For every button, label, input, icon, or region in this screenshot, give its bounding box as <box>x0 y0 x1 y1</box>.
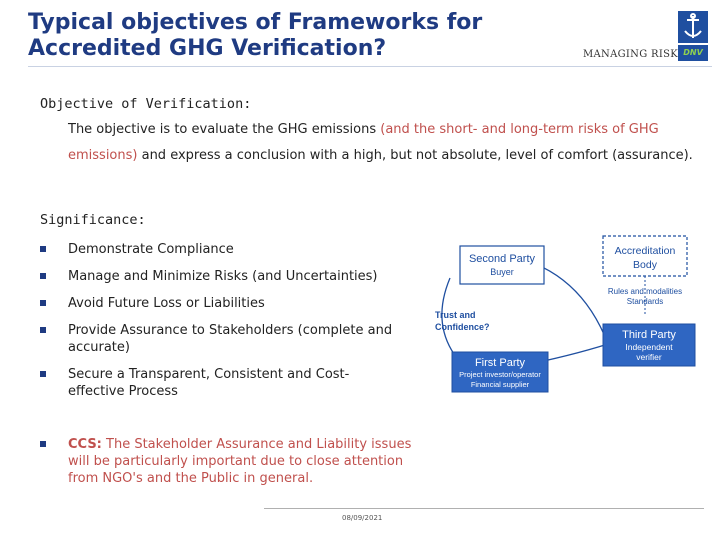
dnv-seal-icon <box>678 11 708 43</box>
slide-title <box>28 10 568 62</box>
bullet-square-icon <box>40 273 46 279</box>
third-party-line-3: verifier <box>636 352 662 362</box>
ccs-body: The Stakeholder Assurance and Liability issues will be particularly important due to close attention from NGO's and the Public in general. <box>68 437 412 486</box>
first-party-line-1: Project investor/operator <box>459 370 541 379</box>
bullet-square-icon <box>40 441 46 447</box>
significance-heading: Significance: <box>40 212 146 228</box>
brand-logo: DNV <box>678 45 708 61</box>
accreditation-line-2: Body <box>633 259 657 271</box>
verification-parties-diagram <box>420 226 705 406</box>
bullet-square-icon <box>40 327 46 333</box>
first-party-title: First Party <box>474 357 526 369</box>
ccs-label: CCS: <box>68 437 102 452</box>
bullet-square-icon <box>40 246 46 252</box>
ccs-text <box>68 436 413 487</box>
rules-line-2: Standards <box>626 297 664 306</box>
third-party-line-2: Independent <box>625 342 673 352</box>
bullet-square-icon <box>40 300 46 306</box>
third-party-title: Third Party <box>622 329 676 341</box>
title-line-1: Typical objectives of Frameworks for <box>28 10 483 35</box>
list-item-text: Secure a Transparent, Consistent and Cost-effective Process <box>68 367 350 399</box>
footer-date: 08/09/2021 <box>342 514 383 522</box>
trust-line-2: Confidence? <box>435 322 490 332</box>
trust-line-1: Trust and <box>435 310 476 320</box>
objective-text-highlight: (and the short- and long-term risks of GHG emissions) <box>68 122 659 163</box>
rules-line-1: Rules and modalities <box>607 287 683 296</box>
bullet-square-icon <box>40 371 46 377</box>
objective-text-start: The objective is to evaluate the GHG emissions <box>68 122 381 137</box>
title-line-2: Accredited GHG Verification? <box>28 36 387 61</box>
brand-tagline: MANAGING RISK <box>583 49 678 60</box>
list-item-text: Provide Assurance to Stakeholders (complete and accurate) <box>68 323 393 355</box>
accreditation-line-1: Accreditation <box>614 245 676 257</box>
list-item-text: Avoid Future Loss or Liabilities <box>68 296 265 311</box>
second-party-subtitle: Buyer <box>490 267 514 277</box>
first-party-line-2: Financial supplier <box>470 380 530 389</box>
header-divider <box>28 66 712 67</box>
list-item-text: Demonstrate Compliance <box>68 242 234 257</box>
objective-heading: Objective of Verification: <box>40 96 252 112</box>
objective-paragraph <box>68 117 698 169</box>
objective-text-end: and express a conclusion with a high, but not absolute, level of comfort (assurance). <box>137 148 693 163</box>
second-party-title: Second Party <box>468 253 536 265</box>
footer-divider <box>264 508 704 509</box>
second-party-box <box>460 246 544 284</box>
list-item-text: Manage and Minimize Risks (and Uncertainties) <box>68 269 378 284</box>
